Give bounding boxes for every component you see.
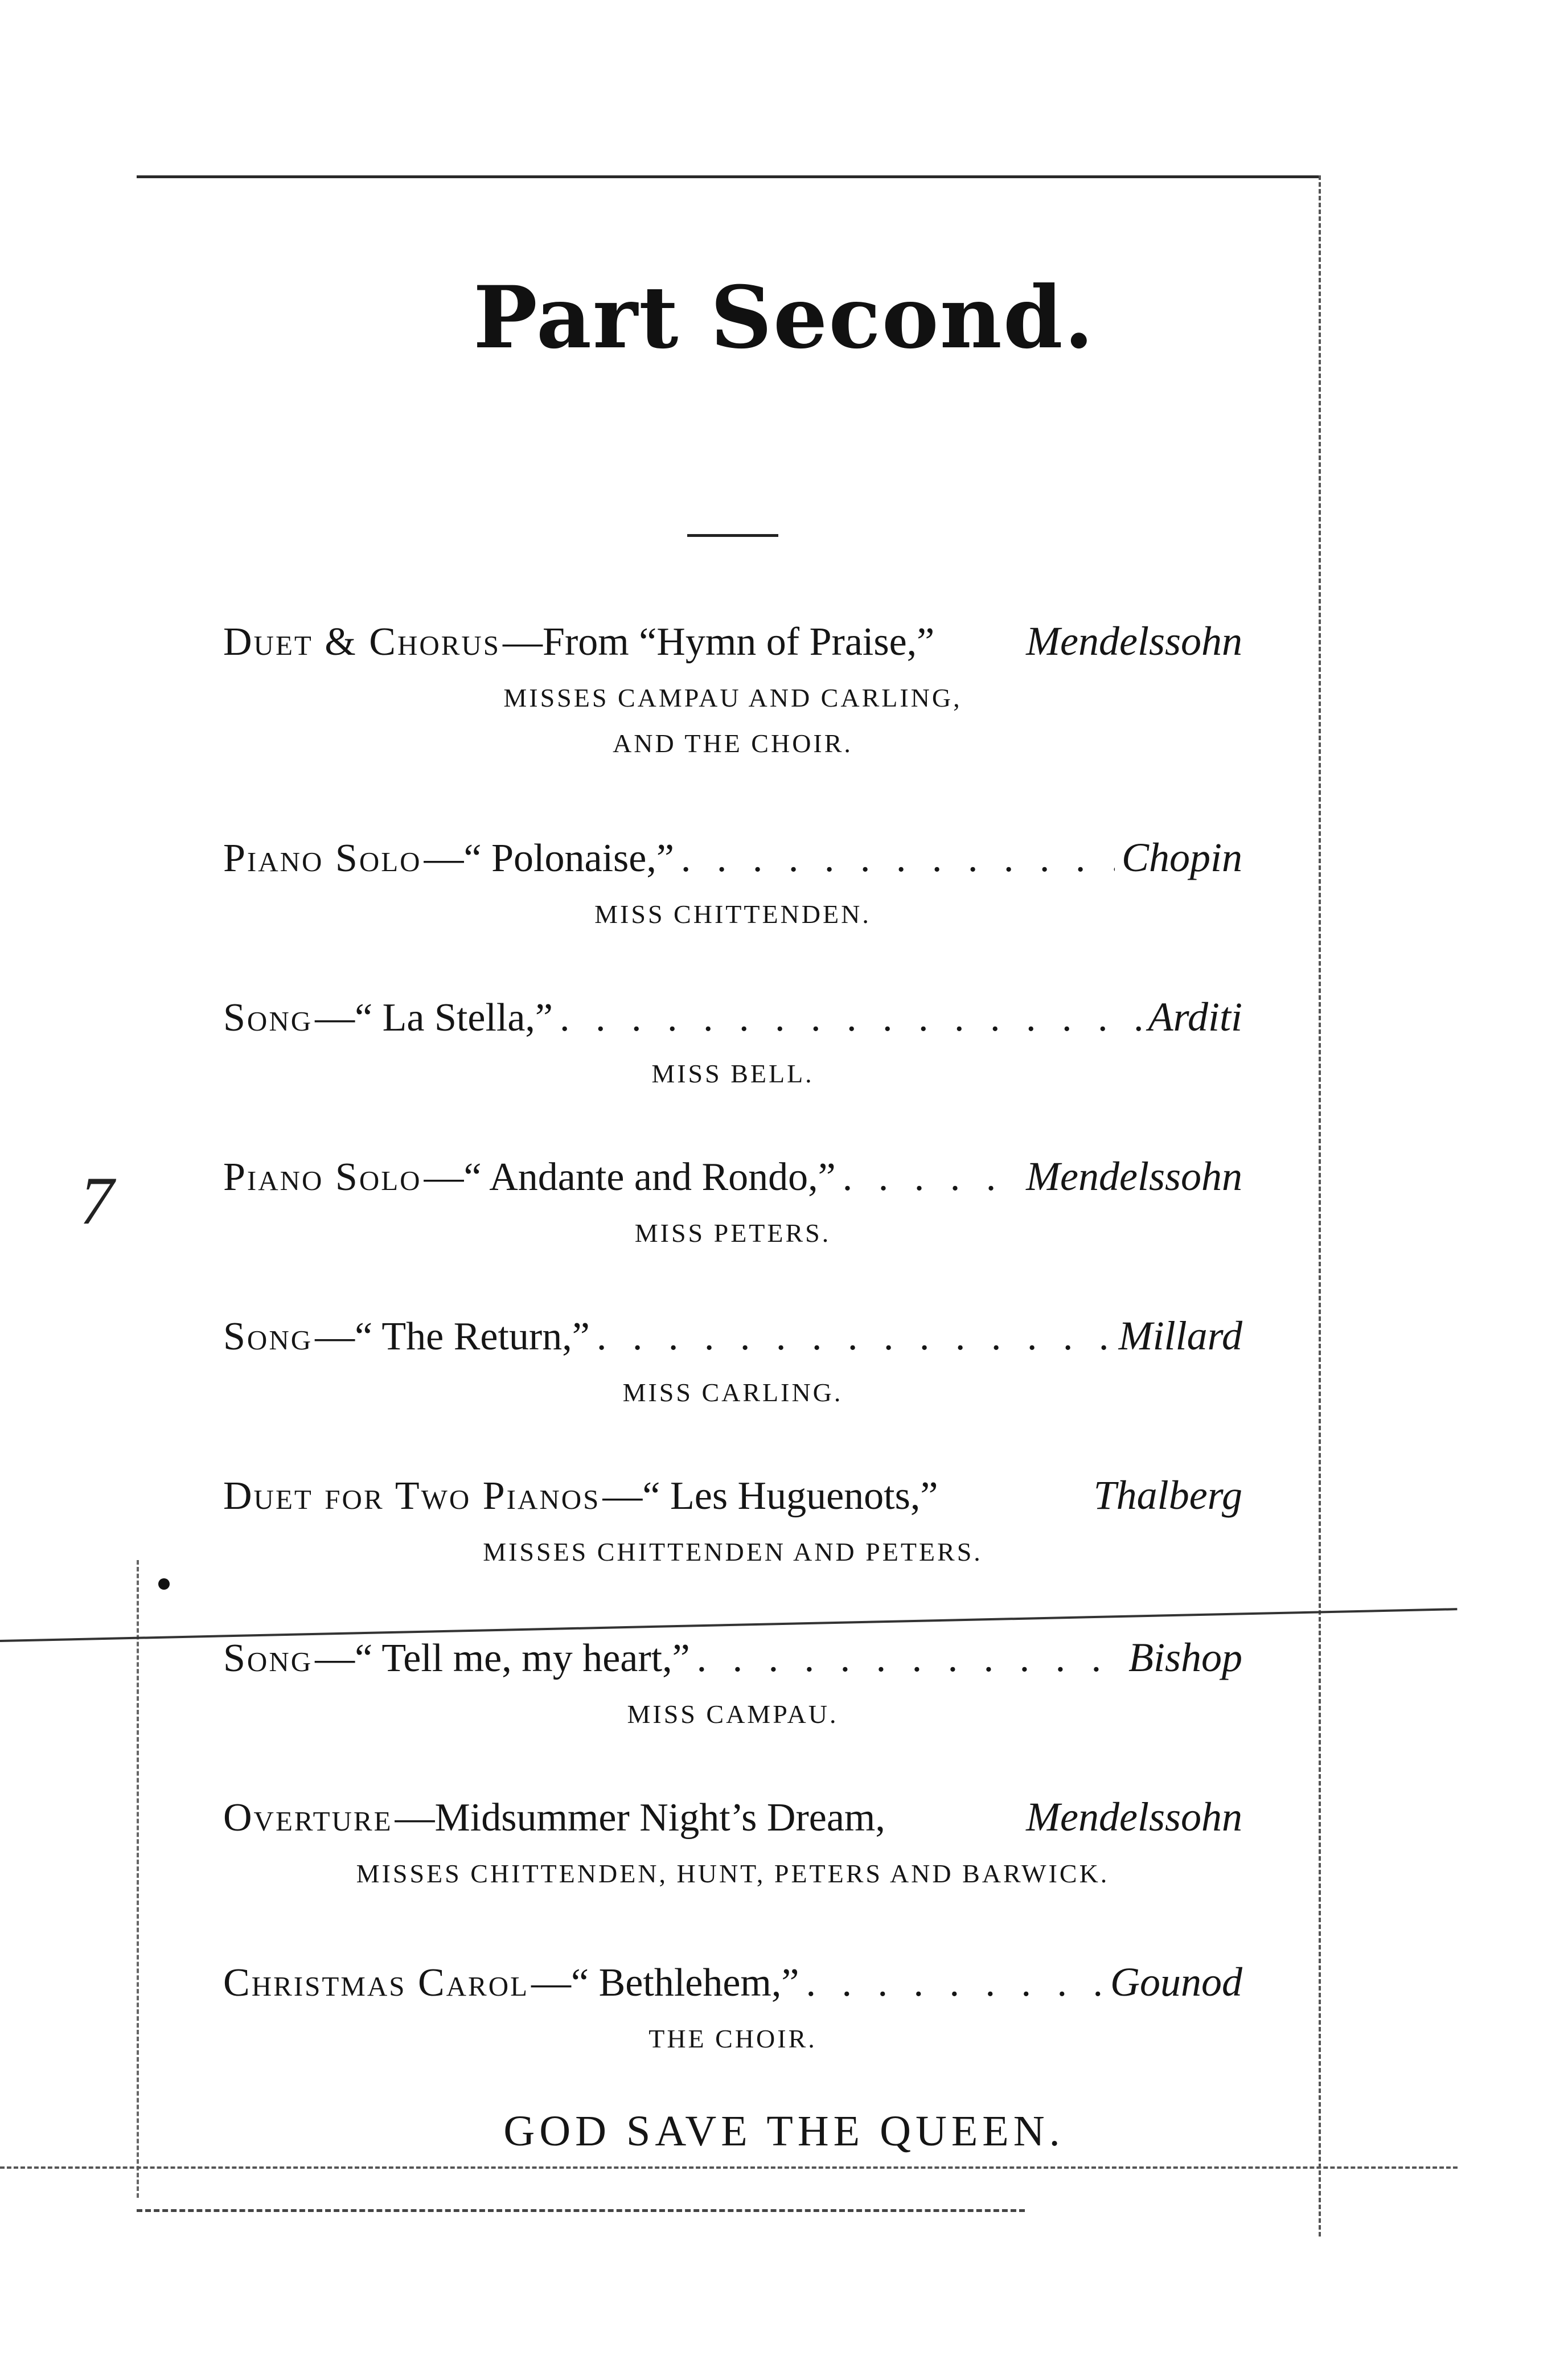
program-item-line <box>223 994 1242 1041</box>
item-title: —“ Andante and Rondo,” <box>424 1155 836 1199</box>
item-label: Overture <box>223 1796 393 1840</box>
program-item-line <box>223 618 1242 665</box>
item-title: —“ Les Huguenots,” <box>602 1474 938 1518</box>
item-composer: Thalberg <box>1093 1472 1242 1518</box>
item-performers: MISS BELL. <box>651 1059 814 1088</box>
item-label: Song <box>223 996 313 1040</box>
item-label: Piano Solo <box>223 836 422 880</box>
item-performers: AND THE CHOIR. <box>613 729 853 758</box>
item-title: —“ La Stella,” <box>315 996 553 1040</box>
program-item-line <box>223 1634 1242 1681</box>
program-item-line <box>223 1153 1242 1200</box>
dot-leader <box>597 1314 1112 1360</box>
program-item-line <box>223 1312 1242 1360</box>
item-composer: Gounod <box>1110 1959 1242 2005</box>
item-title: —From “Hymn of Praise,” <box>503 620 935 664</box>
item-performers: MISS CARLING. <box>622 1378 843 1407</box>
item-performers: MISSES CHITTENDEN AND PETERS. <box>483 1537 983 1566</box>
program-item <box>223 994 1242 1094</box>
program-item <box>223 1959 1242 2059</box>
dot-leader <box>806 1960 1103 2006</box>
program-item <box>223 834 1242 935</box>
item-composer: Arditi <box>1148 994 1242 1040</box>
handwritten-margin-mark: 7 <box>80 1163 114 1238</box>
dot-leader <box>697 1636 1122 1681</box>
program-item <box>223 1634 1242 1735</box>
item-title: —“ Tell me, my heart,” <box>315 1636 690 1680</box>
item-composer: Millard <box>1118 1313 1242 1359</box>
item-performers: MISS CHITTENDEN. <box>594 900 871 929</box>
item-label: Duet for Two Pianos <box>223 1474 601 1518</box>
frame-top-rule <box>137 175 1321 178</box>
program-item-line <box>223 1794 1242 1841</box>
item-composer: Mendelssohn <box>1026 1154 1242 1199</box>
page-heading: Part Second. <box>473 268 1095 368</box>
dot-leader <box>843 1155 1019 1200</box>
item-performers: MISSES CHITTENDEN, HUNT, PETERS AND BARWICK. <box>356 1859 1110 1888</box>
program-item-line <box>223 1472 1242 1519</box>
program-item <box>223 1794 1242 1894</box>
item-title: —“ Bethlehem,” <box>531 1961 799 2005</box>
item-title: —“ Polonaise,” <box>424 836 674 880</box>
item-composer: Mendelssohn <box>1026 1794 1242 1840</box>
item-label: Piano Solo <box>223 1155 422 1199</box>
frame-bottom-rule <box>137 2209 1025 2212</box>
item-label: Song <box>223 1636 313 1680</box>
program-item <box>223 618 1242 764</box>
item-title: —Midsummer Night’s Dream, <box>395 1796 885 1840</box>
item-composer: Mendelssohn <box>1026 618 1242 664</box>
item-label: Christmas Carol <box>223 1961 529 2005</box>
program-item-line <box>223 834 1242 881</box>
heading-divider <box>687 534 778 537</box>
dot-leader <box>681 836 1115 881</box>
program-item <box>223 1153 1242 1254</box>
frame-right-rule <box>1319 175 1321 2236</box>
dot-leader <box>560 995 1142 1041</box>
item-label: Song <box>223 1315 313 1359</box>
item-composer: Bishop <box>1128 1635 1242 1680</box>
item-composer: Chopin <box>1121 835 1242 880</box>
program-item <box>223 1312 1242 1413</box>
finale-line: GOD SAVE THE QUEEN. <box>503 2107 1065 2155</box>
program-item-line <box>223 1959 1242 2006</box>
item-label: Duet & Chorus <box>223 620 501 664</box>
item-performers: MISS PETERS. <box>634 1218 831 1247</box>
item-title: —“ The Return,” <box>315 1315 590 1359</box>
program-item <box>223 1472 1242 1573</box>
item-performers: MISSES CAMPAU AND CARLING, <box>503 683 962 712</box>
frame-left-rule <box>137 1560 139 2198</box>
item-performers: MISS CAMPAU. <box>627 1700 839 1729</box>
item-performers: THE CHOIR. <box>648 2024 817 2053</box>
cut-line-lower <box>0 2166 1458 2169</box>
margin-bullet <box>158 1578 170 1590</box>
